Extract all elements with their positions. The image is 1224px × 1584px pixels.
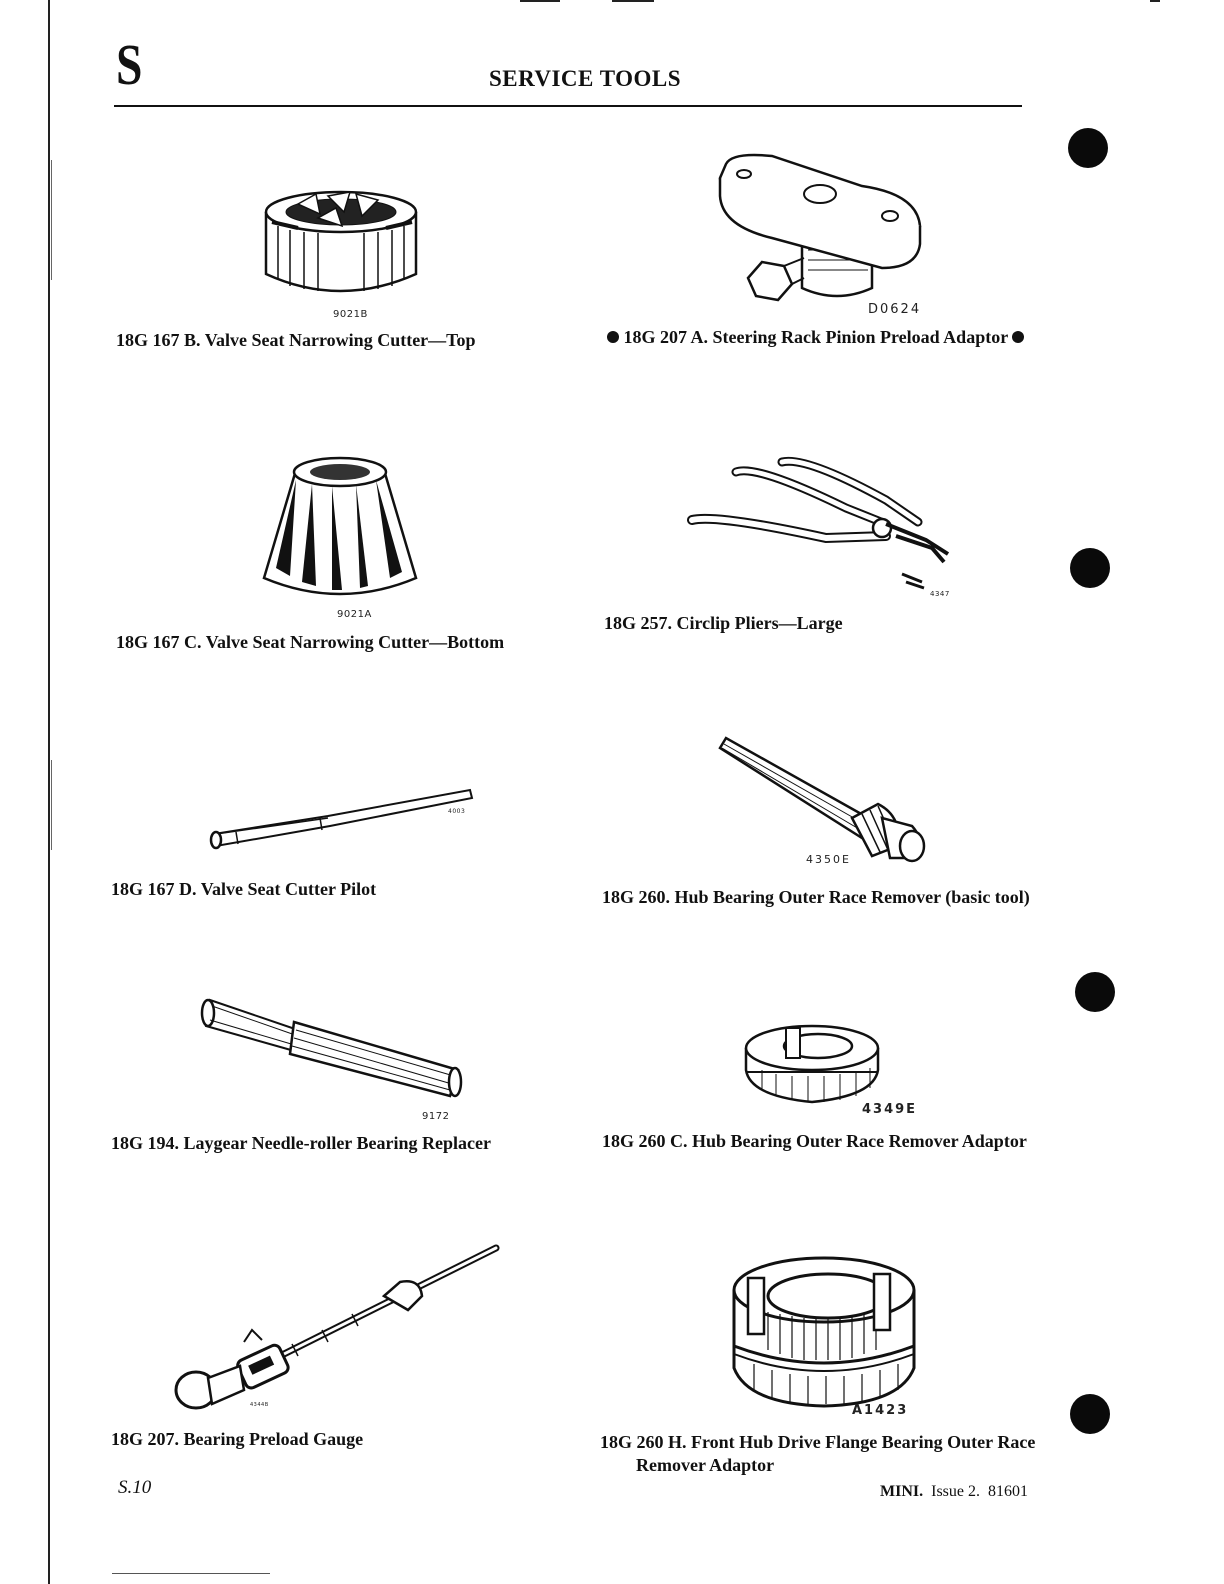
tool-caption (116, 330, 476, 351)
tool-part-number: 18G 167 B. (116, 330, 201, 350)
tool-caption (600, 1432, 1035, 1476)
figure-ref-number: 9172 (422, 1111, 450, 1122)
margin-dot-marker (1070, 548, 1110, 588)
binding-edge-line (48, 0, 50, 1584)
tool-caption (111, 1429, 363, 1450)
tool-name: Circlip Pliers—Large (676, 613, 843, 633)
tool-name: Bearing Preload Gauge (183, 1429, 364, 1449)
tool-illustration-preload-adaptor (712, 150, 932, 310)
tool-name: Steering Rack Pinion Preload Adaptor (712, 327, 1008, 347)
tool-illustration-preload-gauge (172, 1240, 502, 1410)
page-number: S.10 (118, 1477, 152, 1498)
tool-illustration-drive-flange-adaptor (728, 1250, 920, 1410)
tool-name: Valve Seat Narrowing Cutter—Bottom (205, 632, 505, 652)
header-rule (114, 105, 1022, 107)
bullet-marker (1012, 331, 1024, 343)
tool-part-number: 18G 207. (111, 1429, 180, 1449)
figure-ref-number: D0624 (868, 302, 922, 317)
publication-code: 81601 (988, 1483, 1028, 1500)
figure-ref-number: 4344B (250, 1402, 269, 1408)
figure-ref-number: 4349E (862, 1102, 918, 1117)
publication-name: MINI. (880, 1483, 924, 1500)
tool-caption (602, 887, 1030, 908)
tool-part-number: 18G 167 C. (116, 632, 202, 652)
figure-ref-number: 9021A (337, 609, 372, 620)
tool-name: Hub Bearing Outer Race Remover (basic tool) (674, 887, 1030, 907)
page-title: SERVICE TOOLS (488, 66, 682, 91)
tool-illustration-bearing-replacer (198, 992, 468, 1102)
tool-illustration-circlip-pliers (686, 452, 956, 602)
tool-part-number: 18G 167 D. (111, 879, 197, 899)
margin-dot-marker (1068, 128, 1108, 168)
tool-caption (111, 879, 376, 900)
tool-name: Front Hub Drive Flange Bearing Outer Race (691, 1432, 1036, 1452)
tool-illustration-valve-cutter-top (258, 182, 428, 302)
binding-edge-fragment (51, 760, 52, 850)
tool-illustration-cutter-pilot (208, 784, 478, 854)
figure-ref-number: A1423 (852, 1403, 909, 1418)
section-letter: S (116, 32, 143, 97)
bottom-edge-mark (112, 1573, 270, 1574)
issue-number: Issue 2. (931, 1483, 980, 1500)
tool-part-number: 18G 260. (602, 887, 671, 907)
tool-caption (111, 1133, 491, 1154)
margin-dot-marker (1075, 972, 1115, 1012)
tool-name: Laygear Needle-roller Bearing Replacer (183, 1133, 491, 1153)
figure-ref-number: 4347 (930, 590, 950, 598)
tool-part-number: 18G 260 H. (600, 1432, 687, 1452)
figure-ref-number: 9021B (333, 309, 368, 320)
tool-caption (116, 632, 504, 653)
tool-caption (602, 1131, 1027, 1152)
tool-name: Valve Seat Narrowing Cutter—Top (204, 330, 476, 350)
tool-caption (604, 613, 843, 634)
publication-info (880, 1483, 1028, 1501)
figure-ref-number: 4003 (448, 808, 466, 815)
figure-ref-number: 4350E (806, 853, 851, 866)
tool-name-continued: Remover Adaptor (636, 1455, 775, 1475)
tool-illustration-remover-adaptor (742, 1020, 882, 1106)
bullet-marker (607, 331, 619, 343)
tool-part-number: 18G 257. (604, 613, 673, 633)
tool-part-number: 18G 260 C. (602, 1131, 688, 1151)
tool-caption (607, 327, 1024, 348)
margin-dot-marker (1070, 1394, 1110, 1434)
tool-illustration-valve-cutter-bottom (256, 450, 426, 600)
binding-edge-fragment (51, 160, 52, 280)
tool-name: Valve Seat Cutter Pilot (200, 879, 377, 899)
tool-name: Hub Bearing Outer Race Remover Adaptor (692, 1131, 1027, 1151)
tool-part-number: 18G 194. (111, 1133, 180, 1153)
tool-part-number: 18G 207 A. (623, 327, 709, 347)
